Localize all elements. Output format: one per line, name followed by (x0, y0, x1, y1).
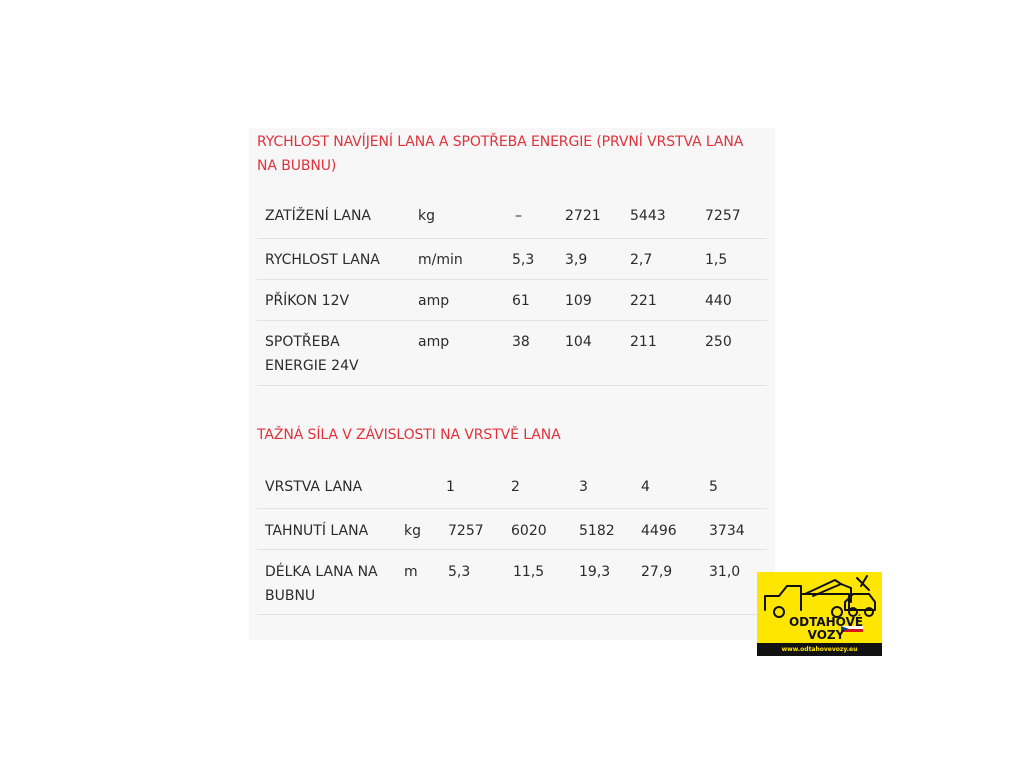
value-cell: 5,3 (448, 564, 471, 580)
unit-cell: m/min (418, 252, 463, 268)
value-cell: 5,3 (512, 252, 535, 268)
unit-cell: amp (418, 334, 450, 350)
unit-cell: kg (418, 208, 435, 224)
value-cell: 221 (630, 293, 657, 309)
value-cell: 3734 (709, 523, 745, 539)
value-cell: 109 (565, 293, 592, 309)
value-cell: 1,5 (705, 252, 728, 268)
section-title-speed-energy: RYCHLOST NAVÍJENÍ LANA A SPOTŘEBA ENERGIE (PRVNÍ VRSTVA LANA NA BUBNU) (257, 134, 744, 174)
value-cell: 3,9 (565, 252, 588, 268)
value-cell: 440 (705, 293, 732, 309)
table-row (257, 194, 767, 239)
logo-line-2: VOZY (807, 628, 845, 642)
value-cell: 4496 (641, 523, 677, 539)
row-label: VRSTVA LANA (265, 479, 363, 495)
value-cell: 2721 (565, 208, 601, 224)
value-cell: 5443 (630, 208, 666, 224)
value-cell: 19,3 (579, 564, 611, 580)
value-cell: 3 (579, 479, 588, 495)
row-label: DÉLKA LANA NA BUBNU (265, 564, 378, 604)
row-label: RYCHLOST LANA (265, 252, 380, 268)
row-label: SPOTŘEBA ENERGIE 24V (265, 334, 359, 374)
logo-url: www.odtahovevozy.eu (757, 643, 882, 656)
table-row (257, 509, 767, 550)
logo-line-1: ODTAHOVÉ (788, 615, 864, 629)
row-label: TAHNUTÍ LANA (265, 523, 369, 539)
value-cell: 6020 (511, 523, 547, 539)
section-title-pull-force: TAŽNÁ SÍLA V ZÁVISLOSTI NA VRSTVĚ LANA (257, 427, 561, 443)
value-cell: 4 (641, 479, 650, 495)
value-cell: 2,7 (630, 252, 653, 268)
value-cell: – (515, 208, 522, 224)
value-cell: 38 (512, 334, 530, 350)
unit-cell: amp (418, 293, 450, 309)
unit-cell: m (404, 564, 418, 580)
value-cell: 104 (565, 334, 592, 350)
speed-energy-table (257, 194, 767, 386)
value-cell: 31,0 (709, 564, 741, 580)
value-cell: 27,9 (641, 564, 673, 580)
value-cell: 7257 (448, 523, 484, 539)
value-cell: 5182 (579, 523, 615, 539)
value-cell: 1 (446, 479, 455, 495)
table-row (257, 239, 767, 280)
value-cell: 2 (511, 479, 520, 495)
spec-panel (249, 128, 775, 640)
row-label: PŘÍKON 12V (265, 293, 350, 309)
table-row (257, 321, 767, 386)
table-row (257, 464, 767, 509)
value-cell: 211 (630, 334, 657, 350)
value-cell: 5 (709, 479, 718, 495)
pull-force-table (257, 464, 767, 615)
table-row (257, 550, 767, 615)
value-cell: 61 (512, 293, 530, 309)
value-cell: 7257 (705, 208, 741, 224)
row-label: ZATÍŽENÍ LANA (265, 208, 371, 224)
unit-cell: kg (404, 523, 421, 539)
value-cell: 250 (705, 334, 732, 350)
value-cell: 11,5 (513, 564, 545, 580)
table-row (257, 280, 767, 321)
odtahove-vozy-logo (757, 572, 882, 656)
